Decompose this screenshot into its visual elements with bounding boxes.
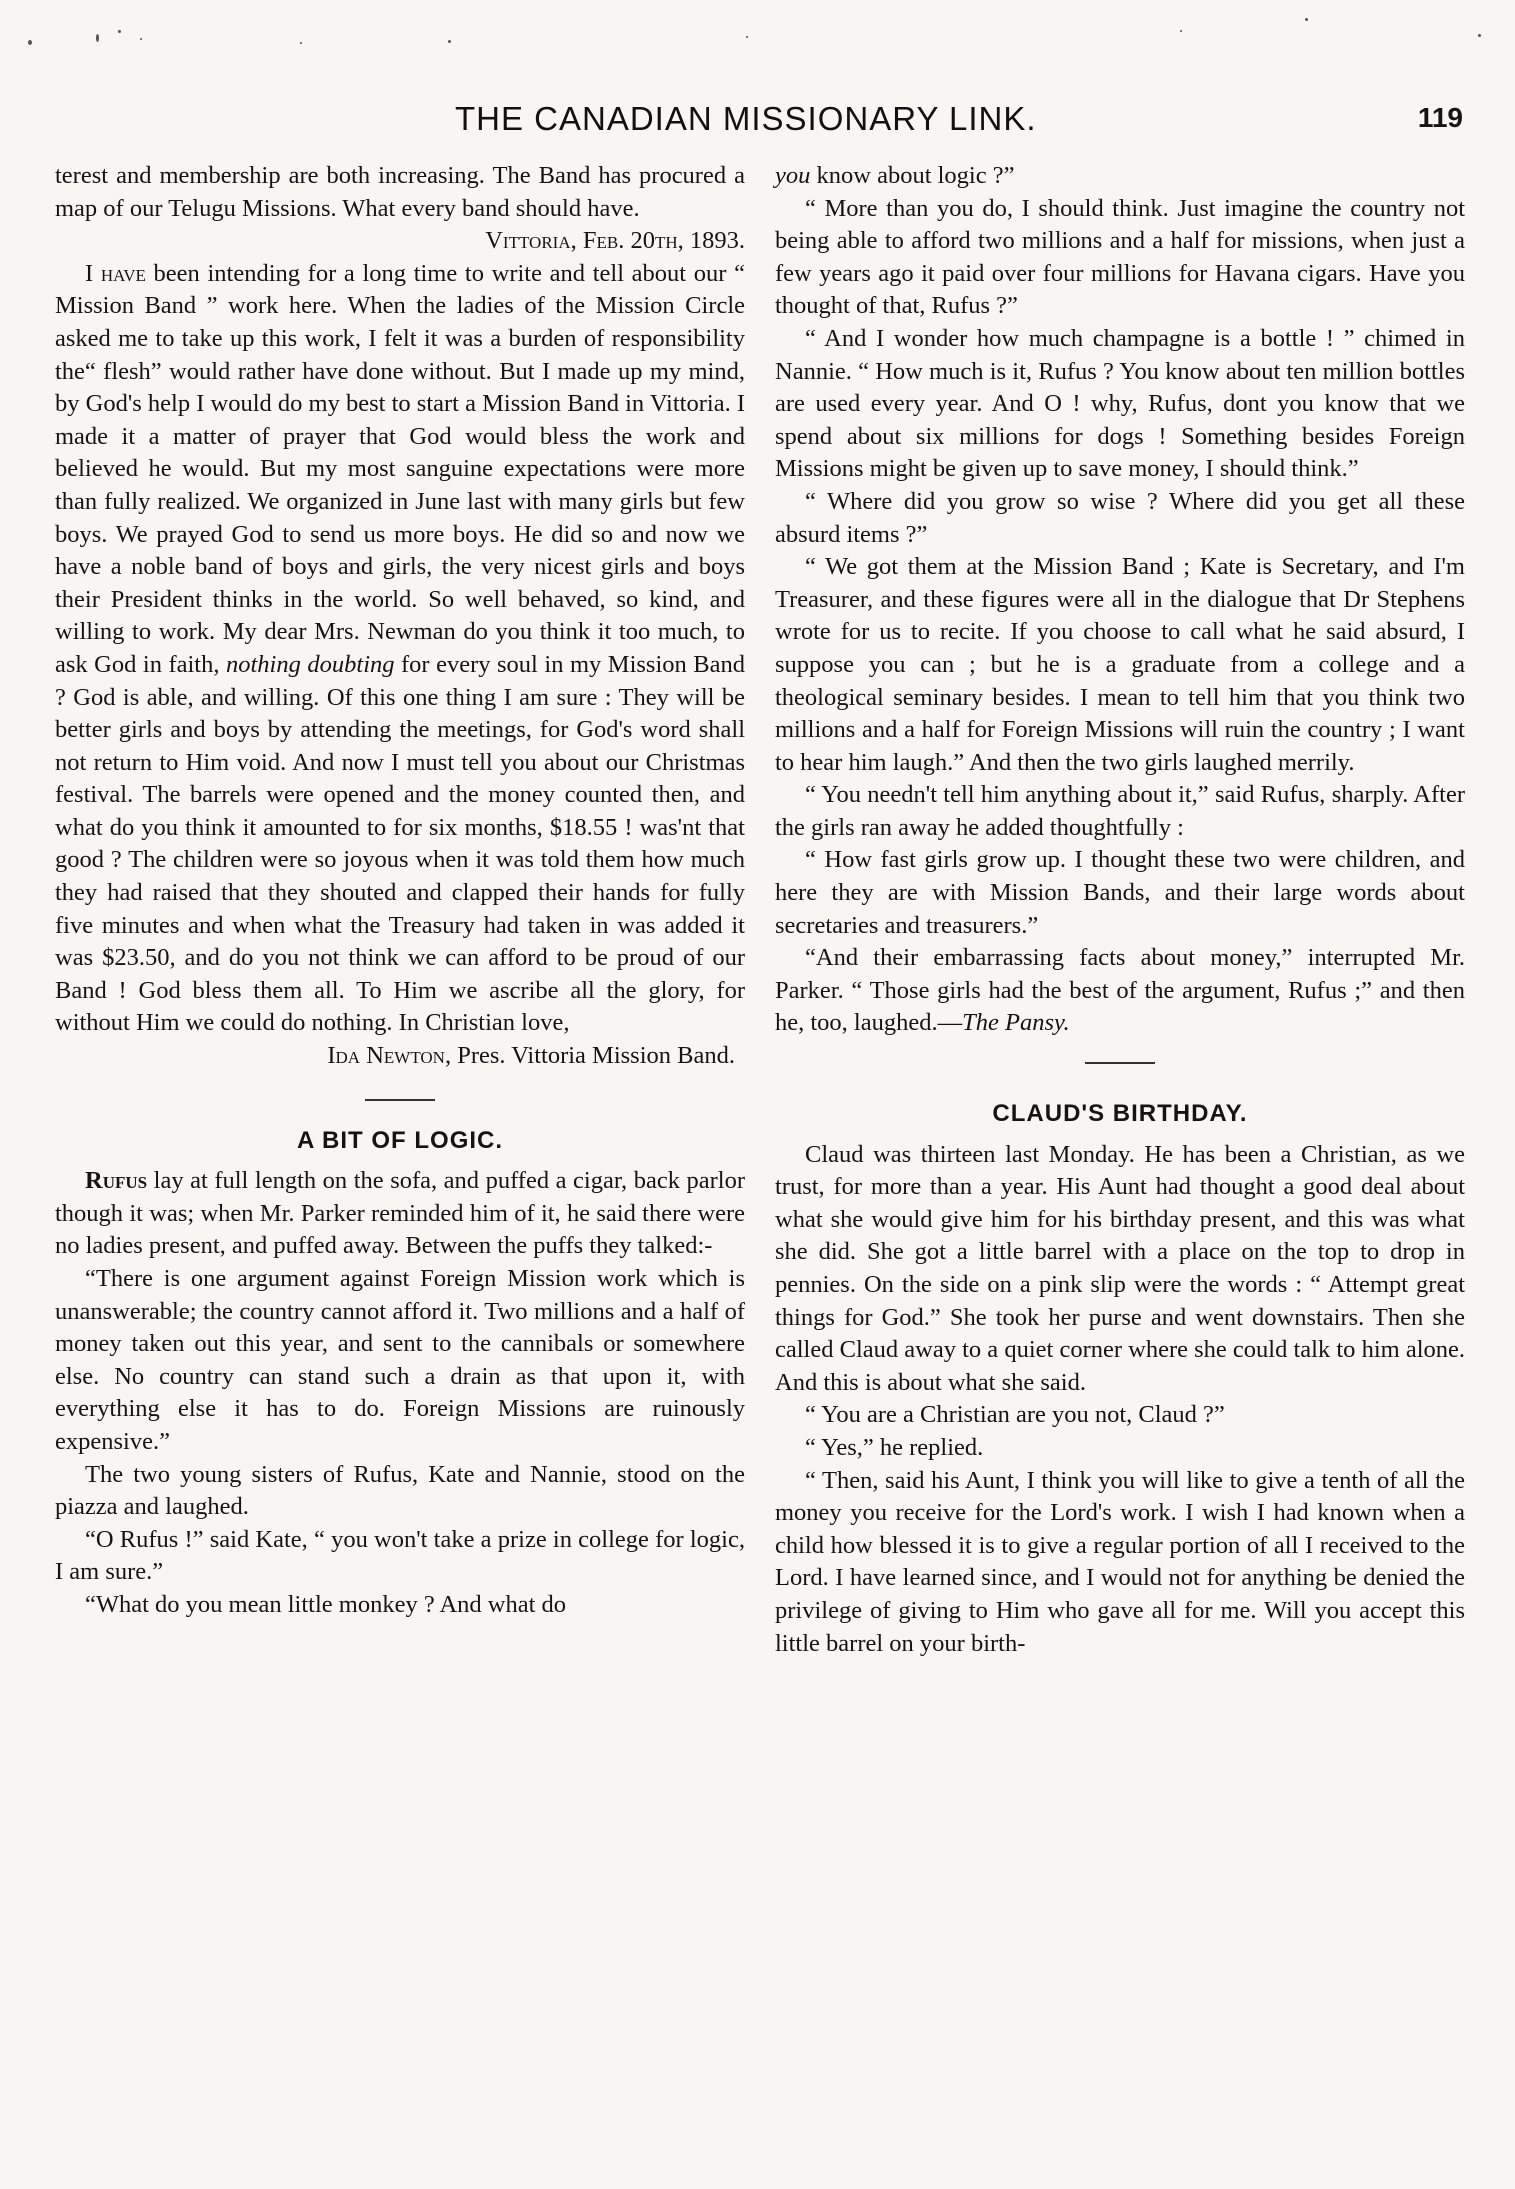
section-divider [1085,1062,1155,1064]
page-number: 119 [1417,102,1463,133]
section-divider [365,1099,435,1101]
masthead: THE CANADIAN MISSIONARY LINK. [455,100,1037,137]
letter-lead: I have [85,259,146,287]
left-column [55,160,745,1622]
article-title: CLAUD'S BIRTHDAY. [992,1100,1248,1128]
letter-italic: nothing doubting [226,650,395,678]
letter-body: been intending for a long time to write and tell about our “ Mission Band ” work here. When the ladies of the Mission Circle asked me to take up this work, I felt it was a burden of responsibility the“ flesh” would rather have done without. But I made up my mind, by God's help I would do my best to start a Mission Band in Vittoria. I made it a matter of prayer that God would bless the work and believed he would. But my most sanguine expectations were more than fully realized. We organized in June last with many girls but few boys. We prayed God to send us more boys. He did so and now we have a noble band of boys and girls, the very nicest girls and boys their President thinks in the world. So well behaved, so kind, and willing to work. My dear Mrs. Newman do you think it too much, to ask God in faith, [55,259,745,678]
article-text: lay at full length on the sofa, and puffed a cigar, back parlor though it was; when Mr. Parker reminded him of it, he said there were no ladies present, and puffed away. Between the puffs they talked:- [55,1167,745,1260]
signature [55,1040,745,1073]
article-text: know about logic ?” [810,162,1015,189]
right-column [775,160,1465,1660]
article-paragraph: Claud was thirteen last Monday. He has been a Christian, as we trust, for more than a year. His Aunt had thought a good deal about what she would give him for his birthday present, and this was what she did. She got a little barrel with a place on the top to drop in pennies. On the side on a pink slip were the words : “ Attempt great things for God.” She took her purse and went downstairs. Then she called Claud away to a quiet corner where she could talk to him alone. And this is about what she said. [775,1140,1465,1396]
paragraph: terest and membership are both increasing. The Band has procured a map of our Telugu Missions. What every band should have. [55,162,745,222]
top-margin-specks [0,0,1515,90]
page-header [0,100,1515,150]
letter-tail: for every soul in my Mission Band ? God is able, and willing. Of this one thing I am sure : They will be better girls and boys by attending the meetings, for God's word shall not return to Him void. And now I must tell you about our Christmas festival. The barrels were opened and the money counted then, and what do you think it amounted to for six months, $18.55 ! was'nt that good ? The children were so joyous when it was told them how much they had raised that they shouted and clapped their hands for fully five minutes and when what the Treasury had taken in was added it was $23.50, and do you not think we can afford to be proud of our Band ! God bless them all. To Him we ascribe all the glory, for without Him we could do nothing. In Christian love, [55,650,745,1037]
article-text: “And their embarrassing facts about money,” interrupted Mr. Parker. “ Those girls had the best of the argument, Rufus ;” and then he, too, laughed.— [775,944,1465,1037]
article-paragraph: “ You are a Christian are you not, Claud ?” [805,1401,1225,1429]
italic-word: you [775,162,811,189]
article-paragraph: “What do you mean little monkey ? And what do [85,1590,567,1618]
article-paragraph: “ Then, said his Aunt, I think you will like to give a tenth of all the money you receive for the Lord's work. I wish I had known when a child how blessed it is to give a regular portion of all I received to the Lord. I have learned since, and I would not for anything be denied the privilege of giving to Him who gave all for me. Will you accept this little barrel on your birth- [775,1466,1465,1657]
source-credit: The Pansy. [962,1009,1070,1037]
article-paragraph: The two young sisters of Rufus, Kate and Nannie, stood on the piazza and laughed. [55,1460,745,1521]
letter-paragraph [55,258,745,1040]
article-paragraph: “ And I wonder how much champagne is a bottle ! ” chimed in Nannie. “ How much is it, Rufus ? You know about ten million bottles are used every year. And O ! why, Rufus, dont you know that we spend about six millions for dogs ! Something besides Foreign Missions might be given up to save money, I should think.” [775,324,1465,483]
article-paragraph: “ You needn't tell him anything about it,” said Rufus, sharply. After the girls ran away he added thoughtfully : [775,781,1465,841]
article-paragraph [775,160,1465,193]
article-paragraph: “O Rufus !” said Kate, “ you won't take a prize in college for logic, I am sure.” [55,1525,745,1586]
article-paragraph: “ How fast girls grow up. I thought these two were children, and here they are with Mission Bands, and their large words about secretaries and treasurers.” [775,846,1465,939]
article-paragraph: “ Where did you grow so wise ? Where did you get all these absurd items ?” [775,487,1465,548]
article-title: A BIT OF LOGIC. [296,1126,504,1154]
article-paragraph: “ More than you do, I should think. Just imagine the country not being able to afford two millions and a half for missions, when just a few years ago it paid over four millions for Havana cigars. Have you thought of that, Rufus ?” [775,194,1465,320]
signature-rest: Pres. Vittoria Mission Band. [451,1042,735,1070]
article-lead: Rufus [85,1167,148,1195]
article-paragraph: “There is one argument against Foreign Mission work which is unanswerable; the country cannot afford it. Two millions and a half of money taken out this year, and sent to the cannibals or somewhere else. No country can stand such a drain as that upon it, with everything else it has to do. Foreign Missions are ruinously expensive.” [55,1265,745,1455]
article-paragraph [775,942,1465,1040]
article-paragraph: “ Yes,” he replied. [805,1433,984,1461]
dateline: Vittoria, Feb. 20th, 1893. [485,227,745,255]
article-paragraph: “ We got them at the Mission Band ; Kate is Secretary, and I'm Treasurer, and these figures were all in the dialogue that Dr Stephens wrote for us to recite. If you choose to call what he said absurd, I suppose you can ; but he is a graduate from a college and a theological seminary besides. I mean to tell him that you think two millions and a half for Foreign Missions will ruin the country ; I want to hear him laugh.” And then the two girls laughed merrily. [775,553,1465,776]
signature-name: Ida Newton, [327,1042,452,1070]
article-paragraph [55,1165,745,1263]
